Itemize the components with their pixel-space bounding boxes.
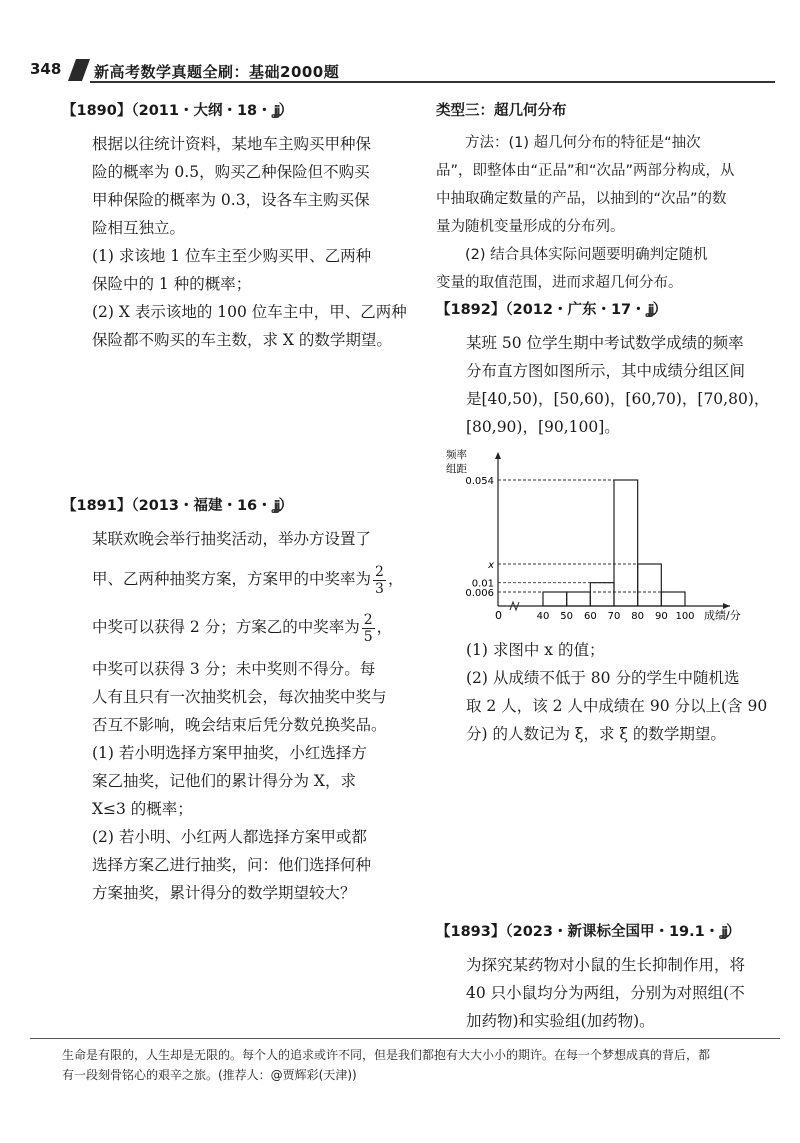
text-line: 方法：(1) 超几何分布的特征是“抽次 xyxy=(465,135,701,151)
page-footer xyxy=(62,1045,778,1085)
question-head xyxy=(62,492,410,521)
x-tick-label: 60 xyxy=(583,611,597,622)
question-head xyxy=(62,97,410,126)
question-source: 【1893】（2023・新课标全国甲・19.1・ xyxy=(436,924,720,940)
text-line: 人有且只有一次抽奖机会，每次抽奖中奖与 xyxy=(92,688,387,706)
text-line: 某班 50 位学生期中考试数学成绩的频率 xyxy=(466,334,744,352)
text-line: (2) 结合具体实际问题要明确判定随机 xyxy=(465,247,708,263)
question-1892 xyxy=(436,296,778,441)
y-tick-label: x xyxy=(488,560,494,571)
text-line: 中抽取确定数量的产品，以抽到的“次品”的数 xyxy=(436,191,727,207)
question-1893 xyxy=(436,918,778,1035)
question-1892-parts xyxy=(466,636,778,748)
page-number: 348 xyxy=(30,60,62,78)
section-title: 类型三：超几何分布 xyxy=(436,103,567,119)
footer-line: 生命是有限的，人生却是无限的。每个人的追求或许不同，但是我们都抱有大大小小的期许。在每一个梦想成真的背后，都 xyxy=(62,1048,711,1062)
chart-labels xyxy=(465,476,694,622)
text-line: 40 只小鼠均分为两组，分别为对照组(不 xyxy=(466,984,745,1002)
question-source: 【1890】（2011・大纲・18・ xyxy=(62,103,272,119)
y-axis-label-bottom: 组距 xyxy=(446,463,467,475)
fraction-numerator: 2 xyxy=(363,611,373,628)
difficulty-icon: ʝʝ xyxy=(721,925,727,940)
text-line: 否互不影响，晚会结束后凭分数兑换奖品。 xyxy=(92,716,387,734)
text-line: (1) 求图中 x 的值； xyxy=(466,641,605,659)
x-axis-label: 成绩/分 xyxy=(704,609,741,622)
text-segment: 甲、乙两种抽奖方案，方案甲的中奖率为 xyxy=(92,570,372,588)
text-line: 为探究某药物对小鼠的生长抑制作用，将 xyxy=(466,956,746,974)
text-line: 方案抽奖，累计得分的数学期望较大？ xyxy=(92,884,356,902)
text-segment: ， xyxy=(376,618,393,636)
fraction-numerator: 2 xyxy=(375,563,384,580)
x-tick-label: 80 xyxy=(631,611,645,622)
text-line: 案乙抽奖，记他们的累计得分为 X，求 xyxy=(92,772,356,790)
text-line: [80,90)，[90,100]。 xyxy=(466,418,620,436)
section-type3 xyxy=(436,97,778,297)
text-line: 品”，即整体由“正品”和“次品”两部分构成，从 xyxy=(436,163,735,179)
text-segment: ， xyxy=(387,570,404,588)
text-segment: 中奖可以获得 2 分；方案乙的中奖率为 xyxy=(92,618,360,636)
question-head-tail: ） xyxy=(278,498,294,514)
text-line: (2) 从成绩不低于 80 分的学生中随机选 xyxy=(466,669,740,687)
text-line: 取 2 人，该 2 人中成绩在 90 分以上(含 90 xyxy=(466,697,768,715)
fraction xyxy=(362,612,375,645)
text-line-with-fraction xyxy=(92,605,410,649)
text-line: 根据以往统计资料，某地车主购买甲种保 xyxy=(92,135,372,153)
chart-guides xyxy=(498,480,685,592)
text-line: X≤3 的概率； xyxy=(92,800,193,818)
x-tick-label: 50 xyxy=(560,611,574,622)
question-head xyxy=(436,296,778,325)
fraction-denominator: 5 xyxy=(363,628,373,645)
question-source: 【1891】（2013・福建・16・ xyxy=(62,498,272,514)
text-line: 保险都不购买的车主数，求 X 的数学期望。 xyxy=(92,331,392,349)
text-line: 保险中的 1 种的概率； xyxy=(92,275,252,293)
question-source: 【1892】（2012・广东・17・ xyxy=(436,302,646,318)
text-line: 量为随机变量形成的分布列。 xyxy=(436,219,625,235)
difficulty-icon: ʝʝ xyxy=(273,499,279,514)
text-line: (2) X 表示该地的 100 位车主中，甲、乙两种 xyxy=(92,303,407,321)
text-line: 甲种保险的概率为 0.3，设各车主购买保 xyxy=(92,191,370,209)
x-tick-label: 90 xyxy=(654,611,668,622)
x-tick-label: 70 xyxy=(607,611,621,622)
y-tick-label: 0.054 xyxy=(465,476,494,487)
text-line: 某联欢晚会举行抽奖活动，举办方设置了 xyxy=(92,530,372,548)
text-line: 分) 的人数记为 ξ，求 ξ 的数学期望。 xyxy=(466,725,726,743)
axis-break-icon xyxy=(510,602,519,610)
x-tick-label: 40 xyxy=(536,611,550,622)
text-line: 加药物)和实验组(加药物)。 xyxy=(466,1012,655,1030)
text-line-with-fraction xyxy=(92,557,410,601)
histogram-bar xyxy=(567,592,591,606)
footer-line: 有一段刻骨铭心的艰辛之旅。(推荐人：@贾辉彩(天津)) xyxy=(62,1068,357,1082)
question-1891 xyxy=(62,492,410,907)
text-line: 险的概率为 0.5，购买乙种保险但不购买 xyxy=(92,163,370,181)
text-line: 中奖可以获得 3 分；未中奖则不得分。每 xyxy=(92,660,376,678)
page-header xyxy=(30,58,775,84)
question-1890 xyxy=(62,97,410,354)
y-tick-label: 0.006 xyxy=(465,588,494,599)
method-note xyxy=(436,129,778,297)
text-line: 险相互独立。 xyxy=(92,219,186,237)
x-tick-label: 100 xyxy=(675,611,695,622)
histogram-bar xyxy=(661,592,685,606)
text-line: 是[40,50)，[50,60)，[60,70)，[70,80)， xyxy=(466,390,770,408)
question-head-tail: ） xyxy=(652,302,668,318)
text-line: (2) 若小明、小红两人都选择方案甲或都 xyxy=(92,828,367,846)
y-axis-arrow-icon xyxy=(495,452,501,459)
frequency-histogram xyxy=(430,446,770,632)
chart-bars xyxy=(543,480,685,606)
y-tick-label: 0.01 xyxy=(471,578,494,590)
question-head-tail: ） xyxy=(726,924,741,940)
difficulty-icon: ʝʝ xyxy=(647,303,653,318)
difficulty-icon: ʝʝ xyxy=(273,104,279,119)
fraction xyxy=(373,564,386,597)
header-rule xyxy=(90,81,775,83)
footer-rule xyxy=(30,1038,780,1039)
text-line: (1) 若小明选择方案甲抽奖，小红选择方 xyxy=(92,744,367,762)
histogram-bar xyxy=(543,592,567,606)
text-line: 变量的取值范围，进而求超几何分布。 xyxy=(436,275,683,291)
origin-label: 0 xyxy=(495,609,502,622)
header-slash-icon xyxy=(68,59,90,81)
text-line: 选择方案乙进行抽奖，问：他们选择何种 xyxy=(92,856,372,874)
book-title: 新高考数学真题全刷：基础2000题 xyxy=(94,63,340,81)
text-line: (1) 求该地 1 位车主至少购买甲、乙两种 xyxy=(92,247,372,265)
question-head xyxy=(436,918,778,947)
chart-axes xyxy=(495,452,730,610)
y-axis-label-top: 频率 xyxy=(446,449,467,461)
fraction-denominator: 3 xyxy=(375,580,384,597)
text-line: 分布直方图如图所示，其中成绩分组区间 xyxy=(466,362,746,380)
histogram-bar xyxy=(590,583,614,606)
histogram-bar xyxy=(614,480,638,606)
question-head-tail: ） xyxy=(278,103,294,119)
histogram-bar xyxy=(638,564,662,606)
